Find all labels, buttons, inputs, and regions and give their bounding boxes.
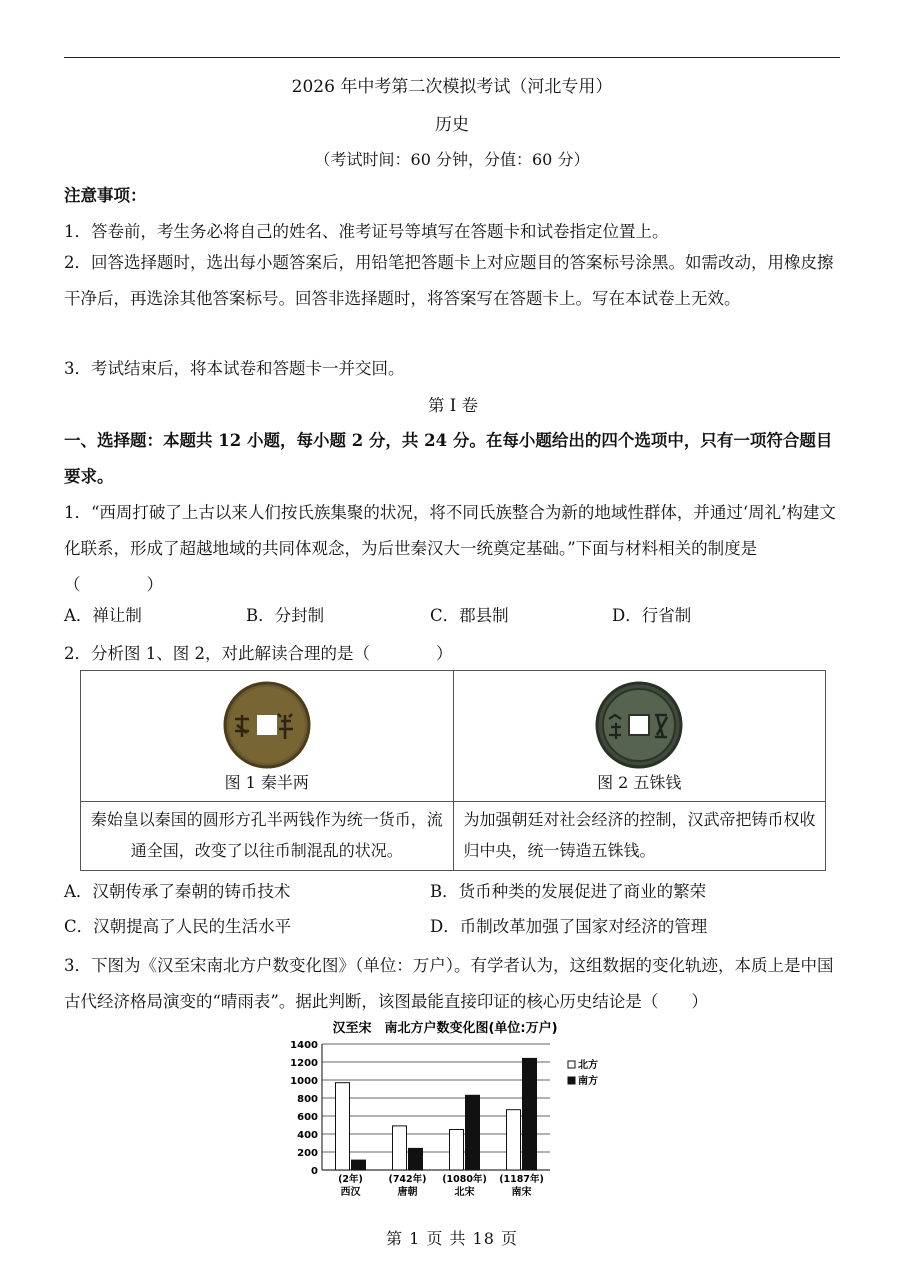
question-3-stem: 3．下图为《汉至宋南北方户数变化图》（单位：万户）。有学者认为，这组数据的变化轨迹，本质上是中国古代经济格局演变的“晴雨表”。据此判断，该图最能直接印证的核心历史结论是（ ） [64,956,834,1011]
figure-1-description: 秦始皇以秦国的圆形方孔半两钱作为统一货币，流通全国，改变了以往币制混乱的状况。 [81,802,454,871]
q1-option-d: D．行省制 [612,606,692,625]
legend-label: 北方 [578,1060,598,1071]
y-tick-label: 600 [297,1112,318,1123]
header-rule [64,57,840,58]
y-tick-label: 0 [311,1166,318,1177]
volume-label: 第 I 卷 [427,396,478,415]
x-tick-label: 南宋 [511,1187,532,1198]
bar-south [409,1148,423,1170]
page-footer: 第 1 页 共 18 页 [386,1229,518,1248]
question-2-options-row-2 [64,913,842,943]
legend-label: 南方 [578,1076,598,1087]
bar-south [352,1160,366,1170]
coin-table [80,670,826,871]
bar-south [523,1058,537,1170]
x-tick-label: 西汉 [340,1187,361,1198]
notice-item-2: 2．回答选择题时，选出每小题答案后，用铅笔把答题卡上对应题目的答案标号涂黑。如需改动，用橡皮擦干净后，再选涂其他答案标号。回答非选择题时，将答案写在答题卡上。写在本试卷上无效。 [64,253,834,308]
wuzhu-coin-image [593,679,685,771]
figure-2-cell [453,671,826,802]
q2-option-a: A．汉朝传承了秦朝的铸币技术 [64,882,291,901]
bar-north [393,1126,407,1170]
x-tick-year: (1187年) [499,1174,544,1185]
q2-option-b: B．货币种类的发展促进了商业的繁荣 [430,882,707,901]
notice-item-1: 1．答卷前，考生务必将自己的姓名、准考证号等填写在答题卡和试卷指定位置上。 [64,222,669,241]
question-2-stem: 2．分析图 1、图 2，对此解读合理的是（ ） [64,644,453,663]
bar-north [336,1083,350,1170]
chart-title: 汉至宋 南北方户数变化图(单位:万户) [332,1021,558,1036]
legend-swatch [568,1077,575,1084]
question-1-options [64,602,842,632]
figure-2-description: 为加强朝廷对社会经济的控制，汉武帝把铸币权收归中央，统一铸造五铢钱。 [453,802,826,871]
household-chart [280,1018,640,1208]
bar-south [466,1095,480,1170]
bar-north [450,1130,464,1171]
y-tick-label: 200 [297,1148,318,1159]
figure-1-caption: 图 1 秦半两 [224,773,309,792]
x-tick-year: (1080年) [442,1174,487,1185]
notice-item-3: 3．考试结束后，将本试卷和答题卡一并交回。 [64,359,405,378]
x-tick-label: 唐朝 [397,1187,418,1198]
q1-option-c: C．郡县制 [430,606,509,625]
y-tick-label: 800 [297,1094,318,1105]
household-chart-svg [280,1018,640,1208]
y-tick-label: 1200 [290,1058,318,1069]
exam-meta: （考试时间：60 分钟，分值：60 分） [314,150,590,169]
question-1-stem: 1．“西周打破了上古以来人们按氏族集聚的状况，将不同氏族整合为新的地域性群体，并通过‘周礼’构建文化联系，形成了超越地域的共同体观念，为后世秦汉大一统奠定基础。”下面与材料相关的制度是（ ） [64,503,836,594]
banliang-coin-image [221,679,313,771]
legend-swatch [568,1061,575,1068]
x-tick-year: (742年) [388,1174,427,1185]
q1-option-a: A．禅让制 [64,606,142,625]
q2-option-d: D．币制改革加强了国家对经济的管理 [430,917,708,936]
exam-subject: 历史 [435,115,469,135]
x-tick-year: (2年) [338,1174,363,1185]
section-heading: 一、选择题：本题共 12 小题，每小题 2 分，共 24 分。在每小题给出的四个选项中，只有一项符合题目要求。 [64,431,833,486]
notice-heading: 注意事项： [64,186,147,205]
y-tick-label: 1400 [290,1040,318,1051]
bar-north [507,1110,521,1170]
figure-2-caption: 图 2 五铢钱 [597,773,682,792]
q1-option-b: B．分封制 [246,606,325,625]
y-tick-label: 1000 [290,1076,318,1087]
y-tick-label: 400 [297,1130,318,1141]
question-2-options-row-1 [64,878,842,908]
figure-1-cell [81,671,454,802]
exam-title: 2026 年中考第二次模拟考试（河北专用） [291,77,613,97]
q2-option-c: C．汉朝提高了人民的生活水平 [64,917,292,936]
x-tick-label: 北宋 [454,1187,475,1198]
